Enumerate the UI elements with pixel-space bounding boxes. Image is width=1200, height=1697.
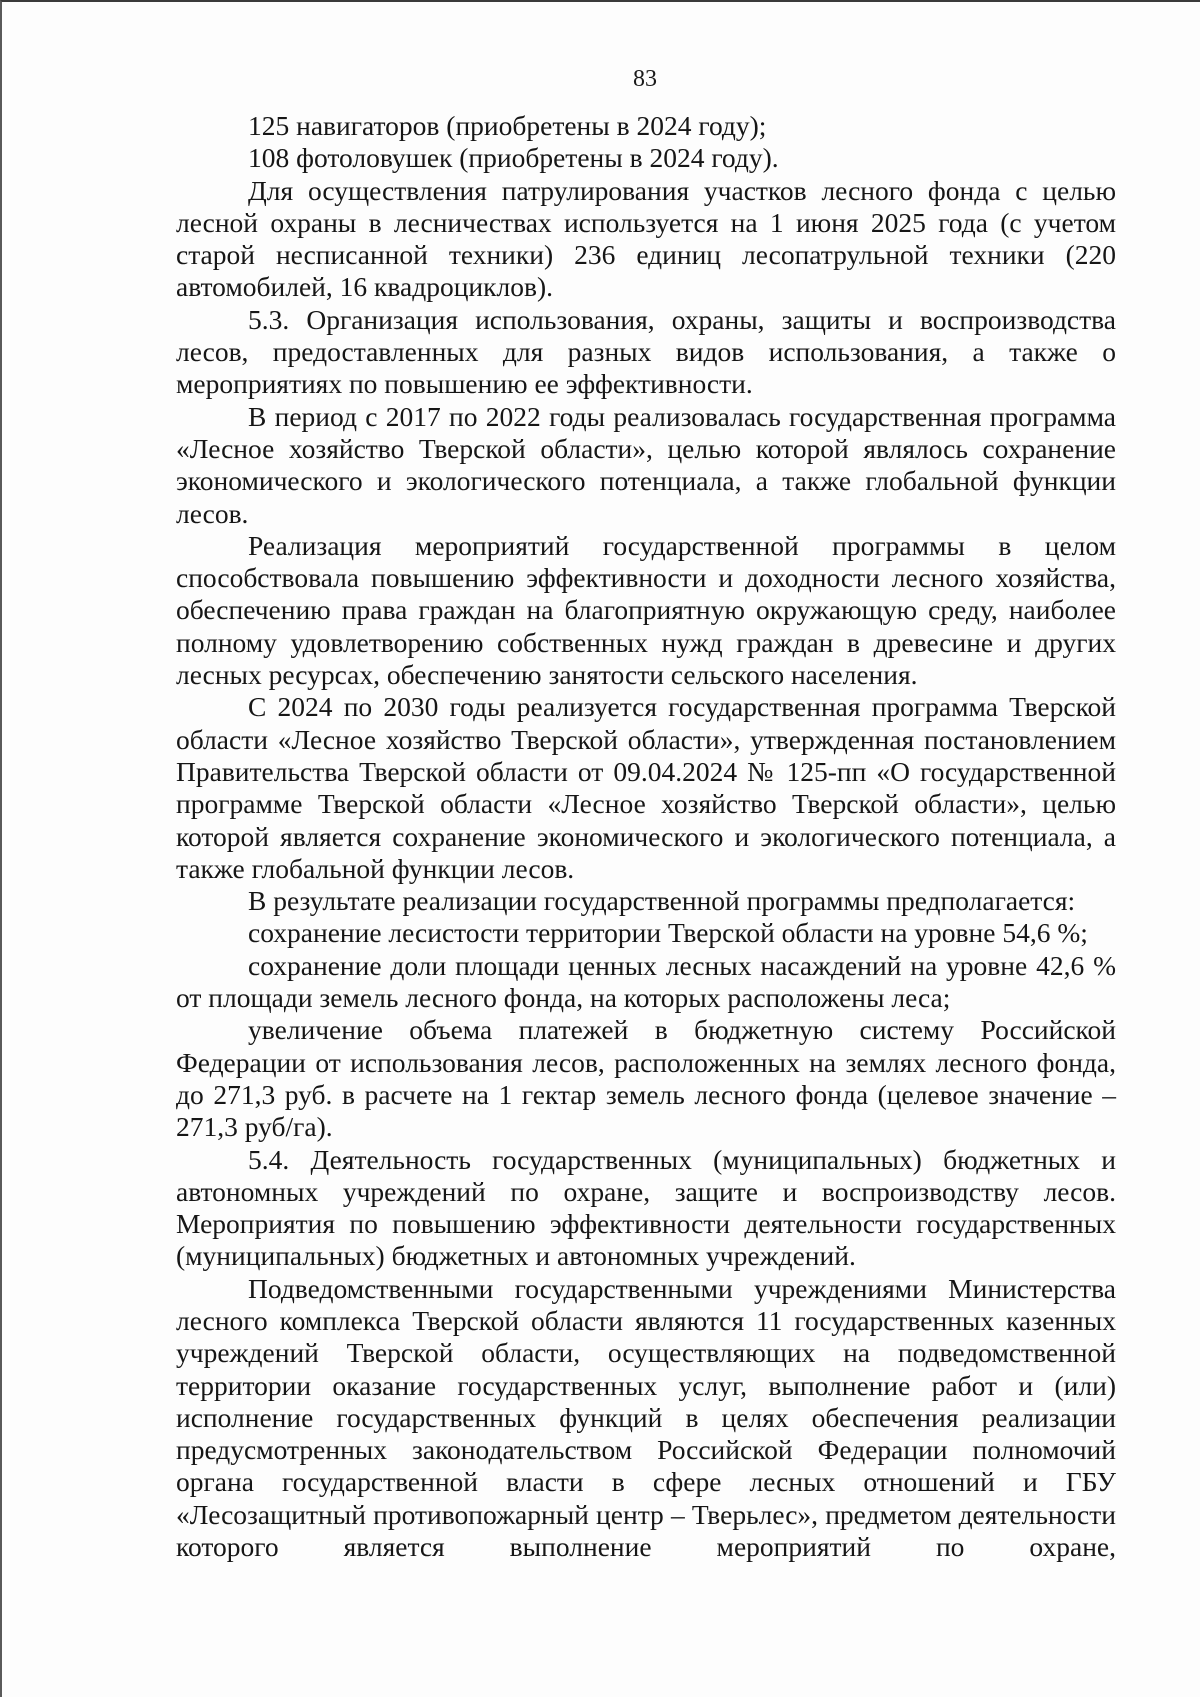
section-5-3-heading: 5.3. Организация использования, охраны, защиты и воспроизводства лесов, предоставленных для разных видов использования, а также о мероприятиях по повышению ее эффективности. [176,303,1116,400]
paragraph-navigators: 125 навигаторов (приобретены в 2024 году); [248,110,767,141]
list-item-forest-cover: сохранение лесистости территории Тверской области на уровне 54,6 %; [248,917,1088,949]
section-5-4-heading: 5.4. Деятельность государственных (муниципальных) бюджетных и автономных учреждений по охране, защите и воспроизводству лесов. Мероприятия по повышению эффективности деятельности государственных (муниципальных) бюджетных и автономных учреждений. [176,1143,1116,1272]
list-item-valuable-plantations: сохранение доли площади ценных лесных насаждений на уровне 42,6 % от площади земель лесного фонда, на которых расположены леса; [176,949,1116,1014]
paragraph-camera-traps: 108 фотоловушек (приобретены в 2024 году). [248,142,779,174]
document-body [176,110,1116,1563]
paragraph-patrol-vehicles: Для осуществления патрулирования участков лесного фонда с целью лесной охраны в лесничествах используется на 1 июня 2025 года (с учетом старой несписанной техники) 236 единиц лесопатрульной техники (220 автомобилей, 16 квадроциклов). [176,174,1116,303]
paragraph-expected-results: В результате реализации государственной программы предполагается: [248,885,1076,917]
list-item-budget-payments: увеличение объема платежей в бюджетную систему Российской Федерации от использования лесов, расположенных на землях лесного фонда, до 271,3 руб. в расчете на 1 гектар земель лесного фонда (целевое значение – 271,3 руб/га). [176,1014,1116,1143]
page-number: 83 [633,66,657,92]
paragraph-subordinate-institutions: Подведомственными государственными учреждениями Министерства лесного комплекса Тверской области являются 11 государственных казенных учреждений Тверской области, осуществляющих на подведомственной территории оказание государственных услуг, выполнение работ и (или) исполнение государственных функций в целях обеспечения реализации предусмотренных законодательством Российской Федерации полномочий органа государственной власти в сфере лесных отношений и ГБУ «Лесозащитный противопожарный центр – Тверьлес», предметом деятельности которого является выполнение мероприятий по охране, [176,1272,1116,1563]
paragraph-program-2024-2030: С 2024 по 2030 годы реализуется государственная программа Тверской области «Лесное хозяйство Тверской области», утвержденная постановлением Правительства Тверской области от 09.04.2024 № 125-пп «О государственной программе Тверской области «Лесное хозяйство Тверской области», целью которой является сохранение экономического и экологического потенциала, а также глобальной функции лесов. [176,691,1116,884]
paragraph-program-2017-2022: В период с 2017 по 2022 годы реализовалась государственная программа «Лесное хозяйство Тверской области», целью которой являлось сохранение экономического и экологического потенциала, а также глобальной функции лесов. [176,400,1116,529]
paragraph-program-results: Реализация мероприятий государственной программы в целом способствовала повышению эффективности и доходности лесного хозяйства, обеспечению права граждан на благоприятную окружающую среду, наиболее полному удовлетворению собственных нужд граждан в древесине и других лесных ресурсах, обеспечению занятости сельского населения. [176,529,1116,691]
